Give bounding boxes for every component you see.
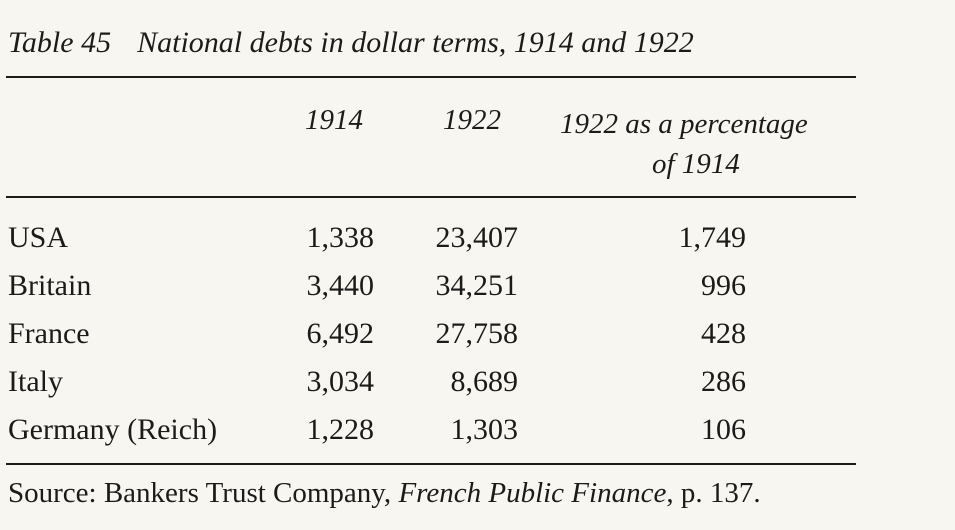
row-value-1922: 8,689 [450, 365, 518, 398]
row-value-percentage: 286 [701, 365, 746, 398]
table-row [0, 221, 900, 269]
source-prefix: Source: Bankers Trust Company, [8, 477, 399, 509]
row-value-1914: 6,492 [306, 317, 374, 350]
row-value-1922: 27,758 [435, 317, 518, 350]
row-value-1914: 1,338 [306, 221, 374, 254]
row-country: Germany (Reich) [8, 413, 218, 446]
bottom-rule [6, 463, 856, 465]
table-title: National debts in dollar terms, 1914 and 1922 [137, 26, 694, 59]
column-header-percentage-line1: 1922 as a percentage [560, 108, 808, 140]
row-value-percentage: 106 [701, 413, 746, 446]
source-title: French Public Finance [398, 477, 667, 509]
column-header-percentage-line2: of 1914 [652, 148, 740, 180]
table-label: Table 45 [8, 26, 112, 59]
table-row [0, 269, 900, 317]
row-value-percentage: 996 [701, 269, 746, 302]
source-note [8, 477, 761, 510]
row-value-1914: 3,034 [306, 365, 374, 398]
table-row [0, 413, 900, 461]
row-country: Italy [8, 365, 63, 398]
table-row [0, 365, 900, 413]
top-rule [6, 76, 856, 78]
row-value-1922: 23,407 [435, 221, 518, 254]
header-rule [6, 196, 856, 198]
table-caption [8, 26, 694, 60]
column-header-percentage [560, 104, 860, 184]
row-country: USA [8, 221, 69, 254]
row-value-1922: 1,303 [450, 413, 518, 446]
table-row [0, 317, 900, 365]
row-value-percentage: 1,749 [678, 221, 746, 254]
column-header-1922: 1922 [443, 104, 501, 136]
row-value-1914: 3,440 [306, 269, 374, 302]
row-value-1922: 34,251 [435, 269, 518, 302]
column-header-1914: 1914 [305, 104, 363, 136]
row-country: France [8, 317, 90, 350]
row-country: Britain [8, 269, 92, 302]
row-value-1914: 1,228 [306, 413, 374, 446]
source-suffix: , p. 137. [666, 477, 761, 509]
row-value-percentage: 428 [701, 317, 746, 350]
